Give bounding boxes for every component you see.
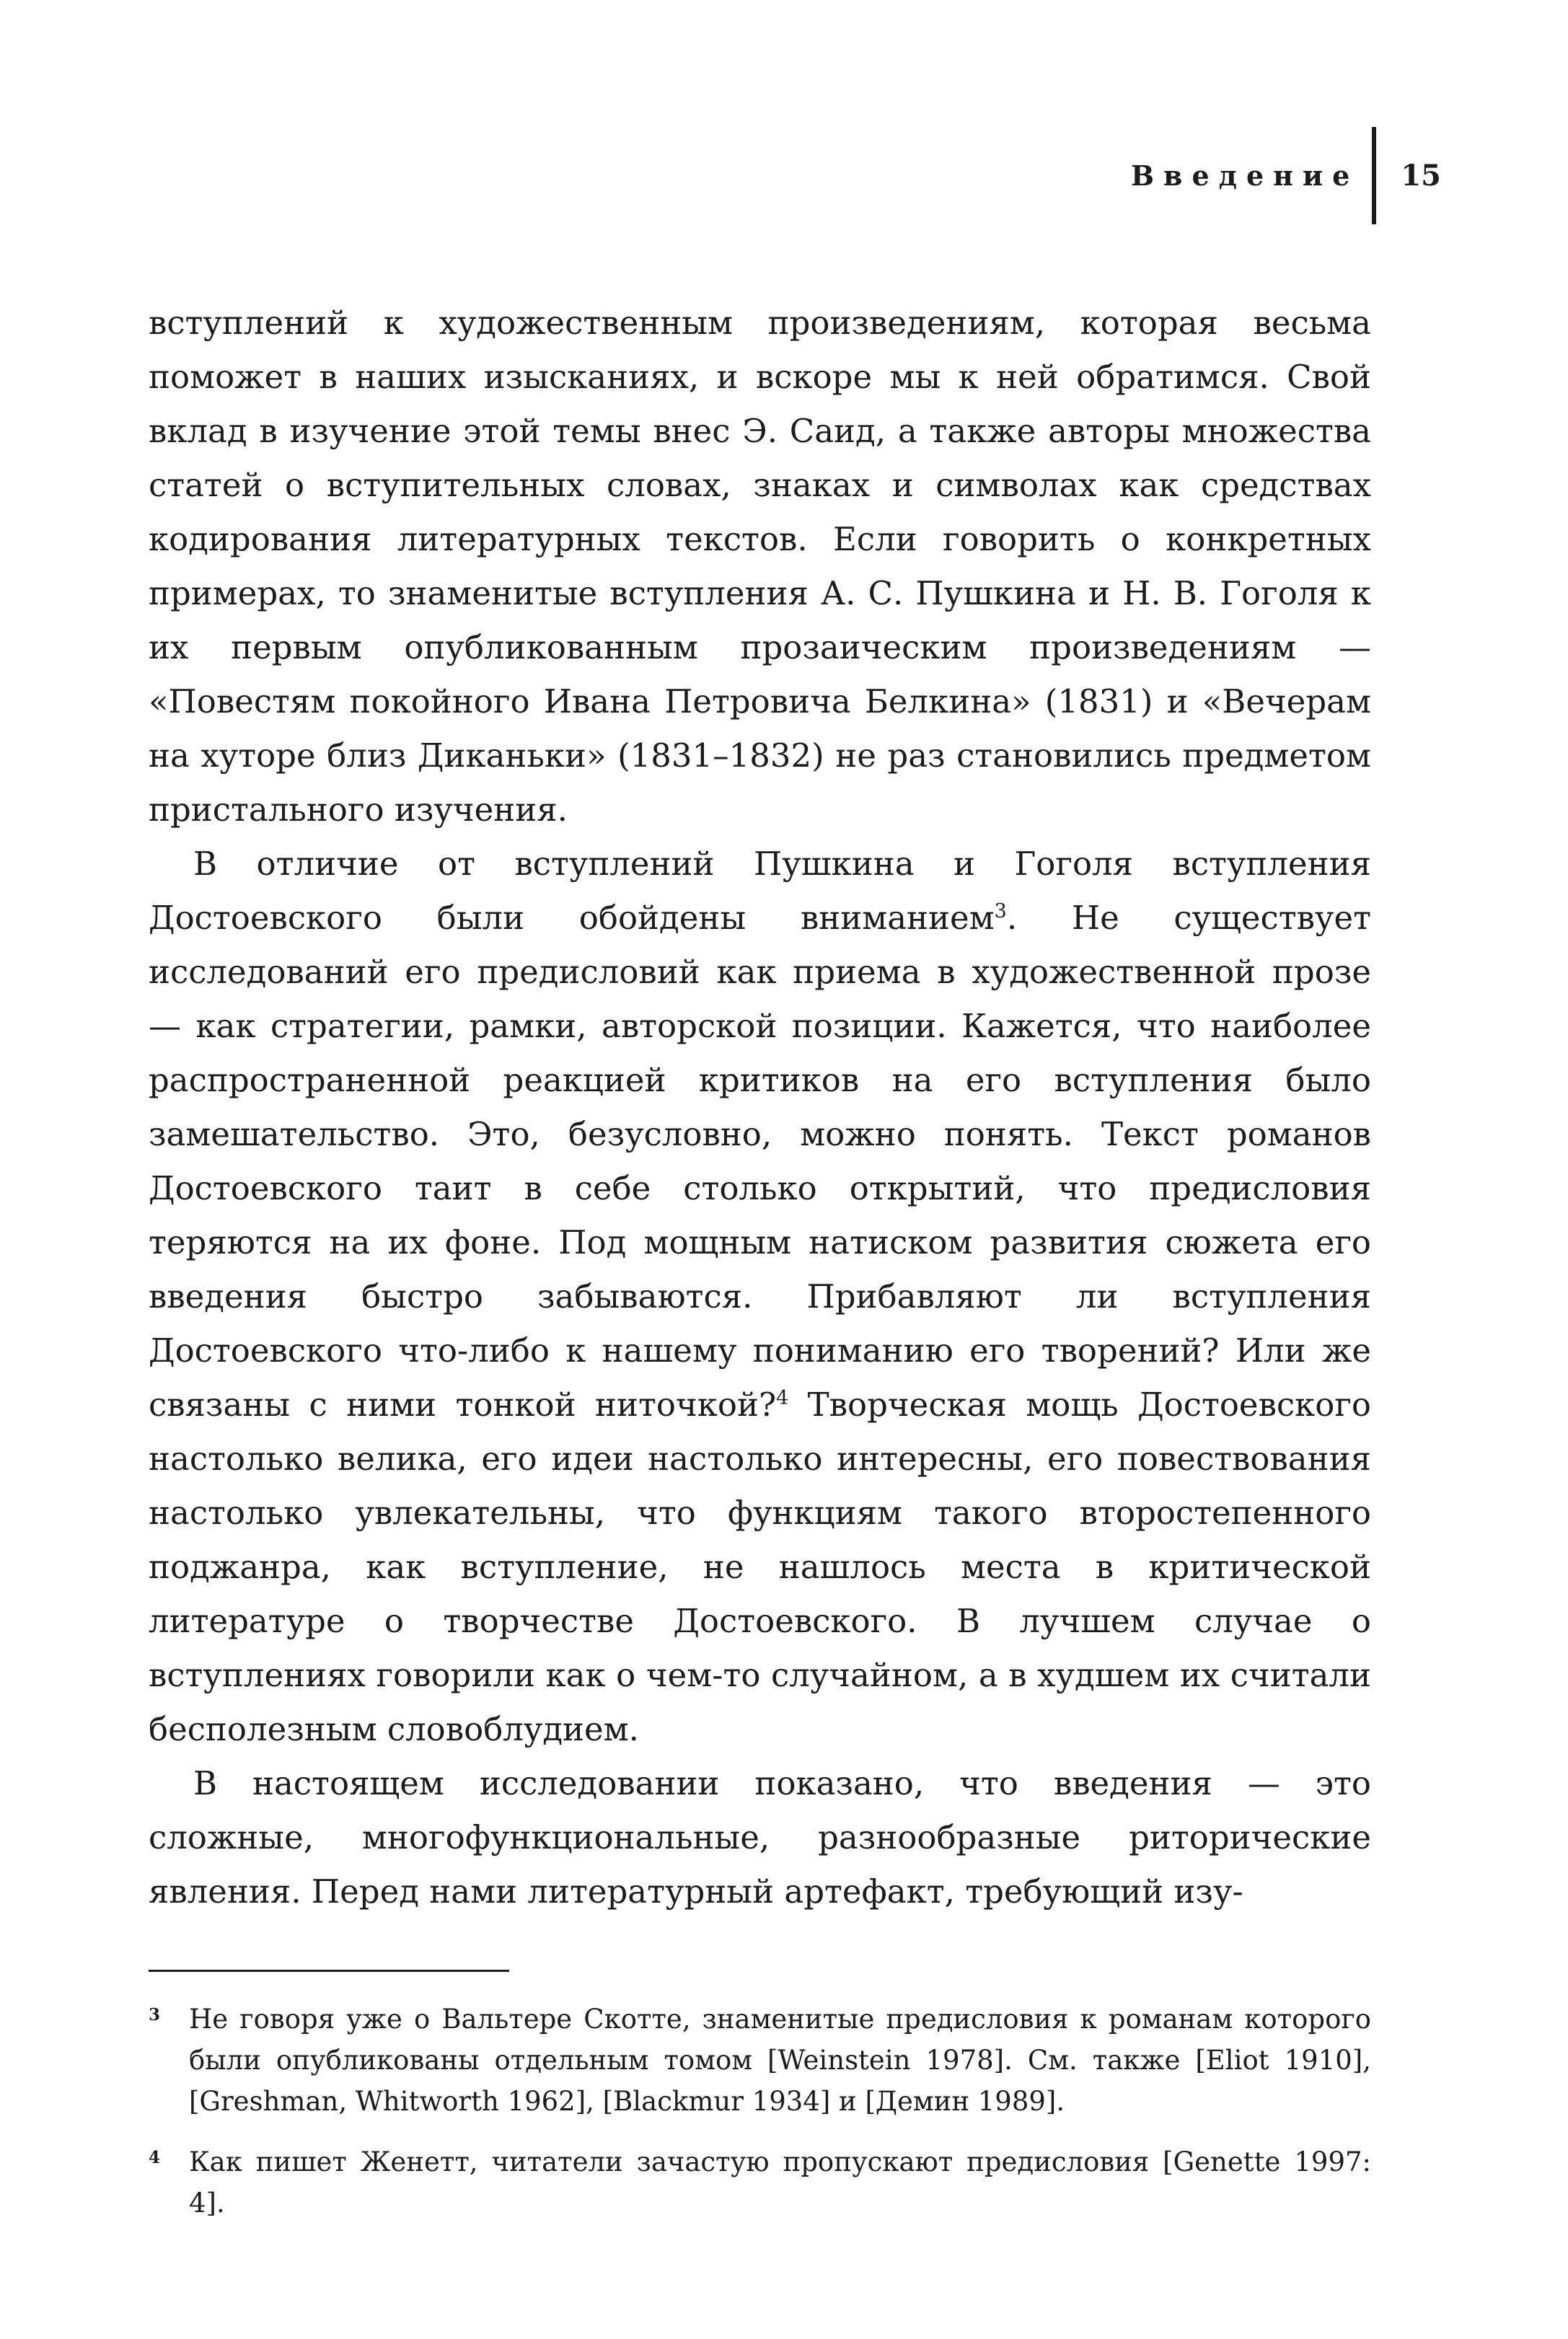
paragraph-3: В настоящем исследовании показано, что введения — это сложные, многофункциональные, разнообразные риторические явления. Перед нами литературный артефакт, требующий изу- — [149, 1764, 1371, 1911]
paragraph-2-part-b: . Не существует исследований его предисловий как приема в художественной прозе — как стратегии, рамки, авторской позиции. Кажется, что наиболее распространенной реакцией критиков на его вступления было замешательство. Это, безусловно, можно понять. Текст романов Достоевского таит в себе столько открытий, что предисловия теряются на их фоне. Под мощным натиском развития сюжета его введения быстро забываются. Прибавляют ли вступления Достоевского что-либо к нашему пониманию его творений? Или же связаны с ними тонкой ниточкой? — [149, 899, 1371, 1424]
paragraph-2-part-a: В отличие от вступлений Пушкина и Гоголя вступления Достоевского были обойдены вниманием — [149, 845, 1371, 937]
footnote — [149, 2141, 1371, 2224]
main-text — [149, 296, 1371, 1919]
page-number: 15 — [1401, 159, 1441, 193]
footnote — [149, 1999, 1371, 2122]
footnotes — [149, 1999, 1371, 2243]
footnote-reference-4[interactable]: 4 — [776, 1387, 789, 1409]
running-head-divider — [1372, 127, 1376, 224]
footnote-number: 4 — [149, 2148, 161, 2167]
footnote-number: 3 — [149, 2005, 161, 2025]
running-head — [1131, 127, 1441, 224]
footnote-separator — [149, 1970, 509, 1972]
footnote-text: Как пишет Женетт, читатели зачастую пропускают предисловия [Genette 1997: 4]. — [189, 2146, 1371, 2219]
paragraph-2-part-c: Творческая мощь Достоевского настолько велика, его идеи настолько интересны, его повествования настолько увлекательны, что функциям такого второстепенного поджанра, как вступление, не нашлось места в критической литературе о творчестве Достоевского. В лучшем случае о вступлениях говорили как о чем-то случайном, а в худшем их считали бесполезным словоблудием. — [149, 1386, 1371, 1748]
paragraph-2 — [149, 837, 1371, 1756]
footnote-reference-3[interactable]: 3 — [994, 900, 1007, 922]
paragraph-1: вступлений к художественным произведениям, которая весьма поможет в наших изысканиях, и вскоре мы к ней обратимся. Свой вклад в изучение этой темы внес Э. Саид, а также авторы множества статей о вступительных словах, знаках и символах как средствах кодирования литературных текстов. Если говорить о конкретных примерах, то знаменитые вступления А. С. Пушкина и Н. В. Гоголя к их первым опубликованным прозаическим произведениям — «Повестям покойного Ивана Петровича Белкина» (1831) и «Вечерам на хуторе близ Диканьки» (1831–1832) не раз становились предметом пристального изучения. — [149, 304, 1371, 829]
footnote-text: Не говоря уже о Вальтере Скотте, знаменитые предисловия к романам которого были опубликованы отдельным томом [Weinstein 1978]. См. также [Eliot 1910], [Greshman, Whitworth 1962], [Blackmur 1934] и [Демин 1989]. — [189, 2004, 1371, 2117]
section-title: Введение — [1130, 159, 1360, 192]
